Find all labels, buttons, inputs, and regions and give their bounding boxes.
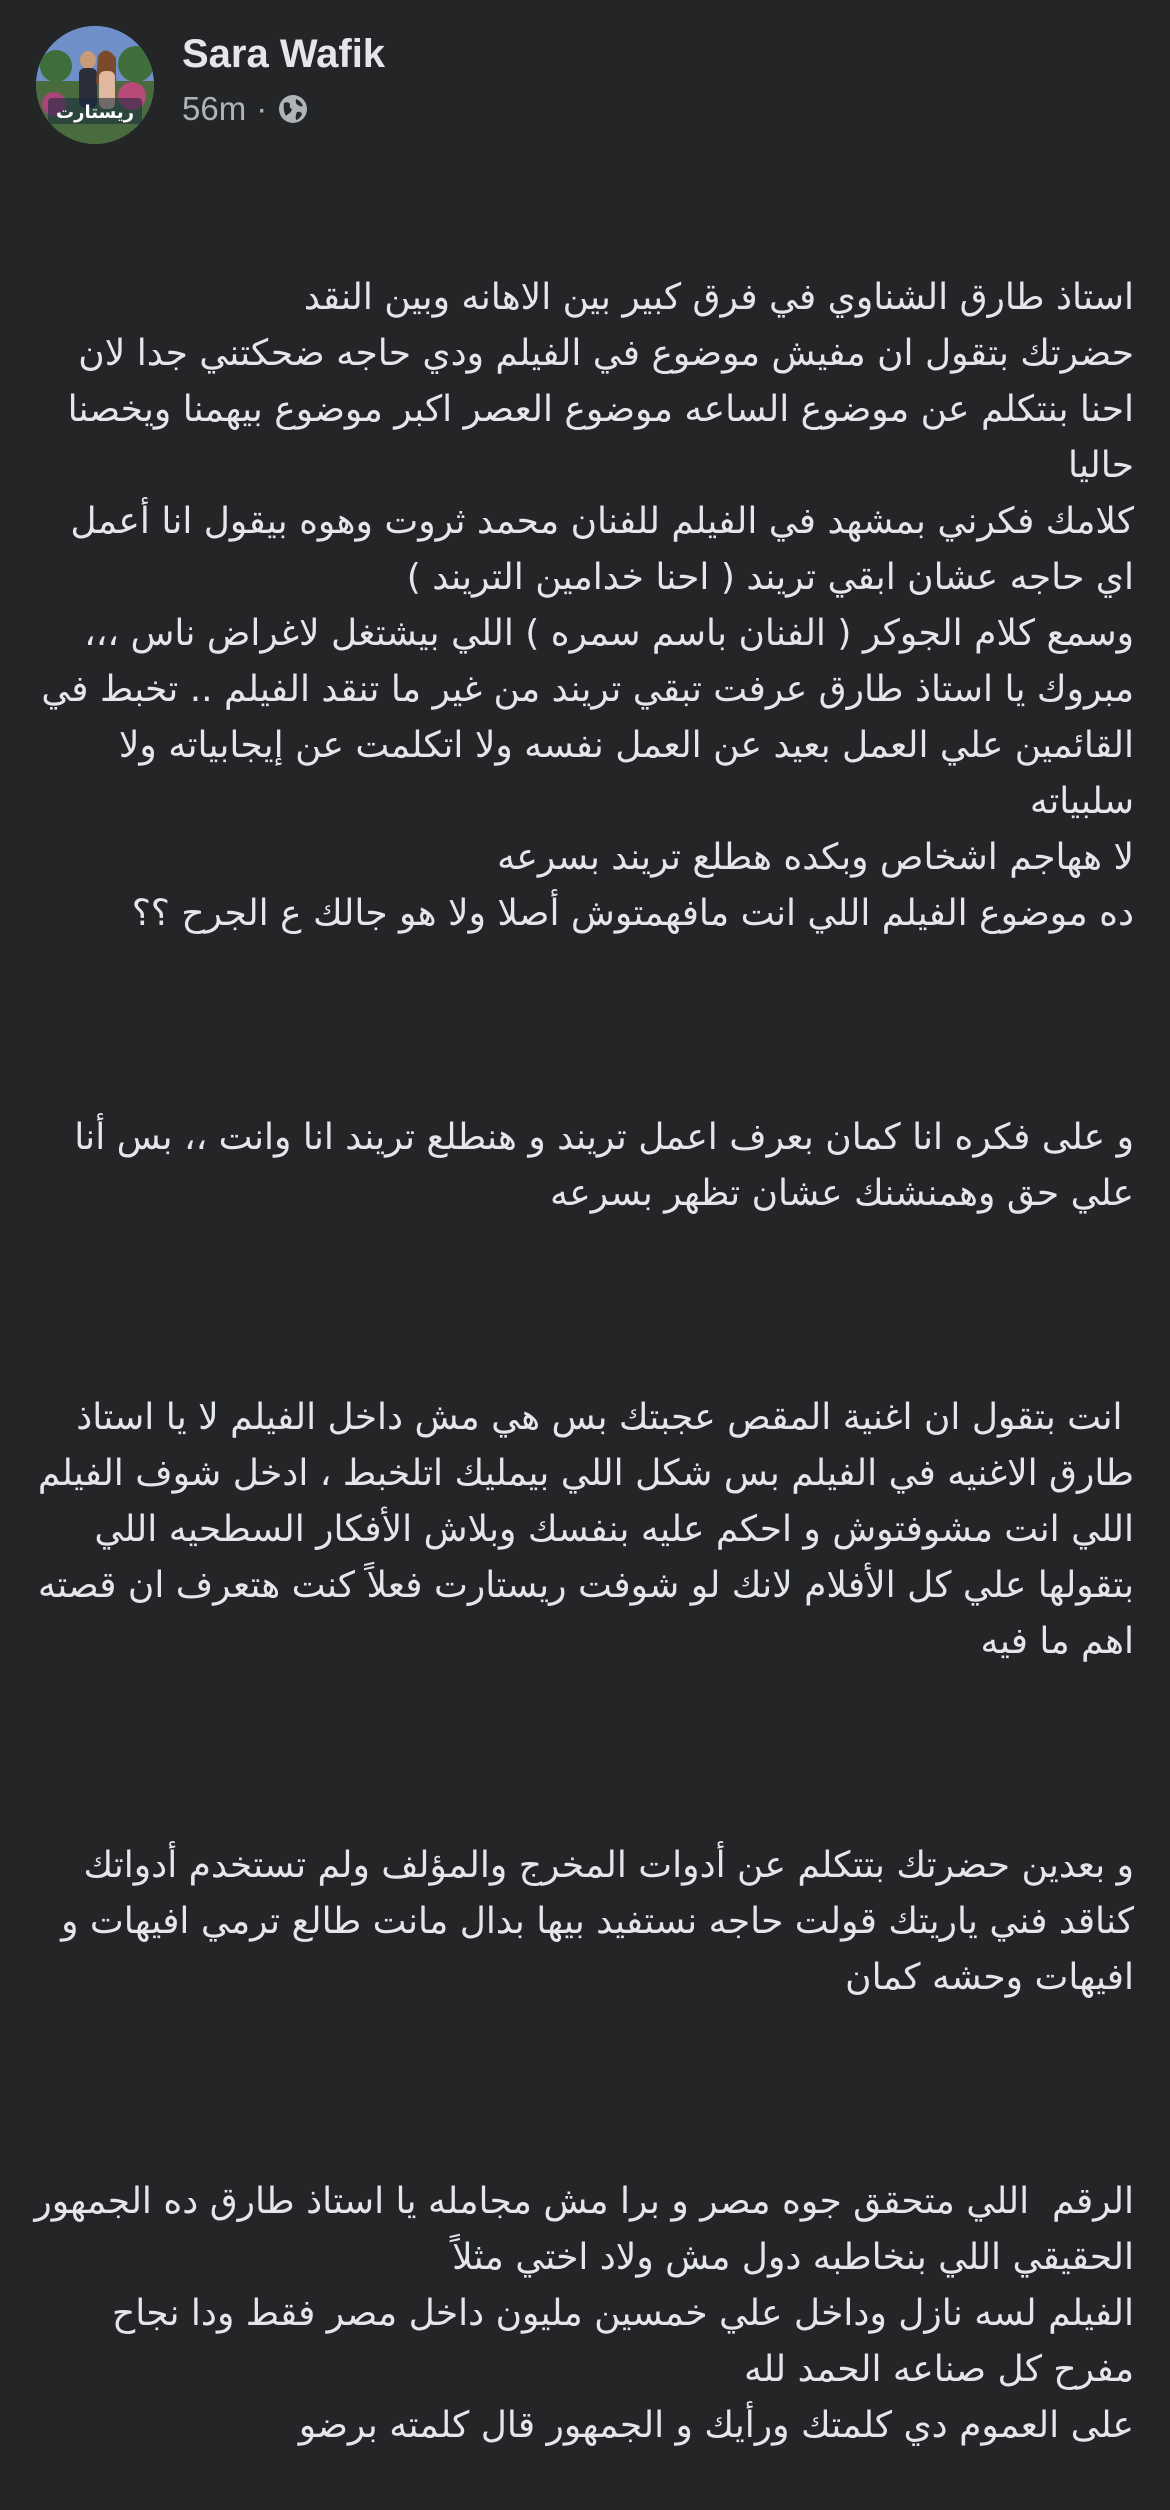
post-paragraph-2: و على فكره انا كمان بعرف اعمل تريند و هنطلع تريند انا وانت ،، بس أنا علي حق وهمنشنك عشان تظهر بسرعه [62,1117,1134,1214]
post-paragraph-3: انت بتقول ان اغنية المقص عجبتك بس هي مش داخل الفيلم لا يا استاذ طارق الاغنيه في الفيلم بس شكل اللي بيمليك اتلخبط ، ادخل شوف الفيلم اللي انت مشوفتوش و احكم عليه بنفسك وبلاش الأفكار السطحيه اللي بتقولها علي كل الأفلام لانك لو شوفت ريستارت فعلاً كنت هتعرف ان قصته اهم ما فيه [26,1397,1134,1662]
avatar-image [36,26,154,144]
post-paragraph-5: الرقم اللي متحقق جوه مصر و برا مش مجامله يا استاذ طارق ده الجمهور الحقيقي اللي بنخاطبه دول مش ولاد اختي مثلاً الفيلم لسه نازل وداخل علي خمسين مليون داخل مصر فقط ودا نجاح مفرح كل صناعه الحمد لله على العموم دي كلمتك ورأيك و الجمهور قال كلمته برضو [34,2181,1134,2446]
post-header [36,26,1136,146]
post-body [26,158,1134,2510]
globe-icon[interactable] [277,93,309,125]
avatar[interactable] [36,26,154,144]
post-meta [182,90,309,128]
avatar-text: ريستارت [56,102,134,123]
separator-dot: · [256,90,268,127]
post-paragraph-4: و بعدين حضرتك بتتكلم عن أدوات المخرج والمؤلف ولم تستخدم أدواتك كناقد فني ياريتك قولت حاجه نستفيد بيها بدال مانت طالع ترمي افيهات و افيهات وحشه كمان [49,1845,1134,1998]
author-name[interactable]: Sara Wafik [182,32,386,76]
post-paragraph-1: استاذ طارق الشناوي في فرق كبير بين الاهانه وبين النقد حضرتك بتقول ان مفيش موضوع في الفيلم ودي حاجه ضحكتني جدا لان احنا بنتكلم عن موضوع الساعه موضوع العصر اكبر موضوع بيهمنا ويخصنا حاليا كلامك فكرني بمشهد في الفيلم للفنان محمد ثروت وهوه بيقول انا أعمل اي حاجه عشان ابقي تريند ( احنا خدامين التريند ) وسمع كلام الجوكر ( الفنان باسم سمره ) اللي بيشتغل لاغراض ناس ،،، مبروك يا استاذ طارق عرفت تبقي تريند من غير ما تنقد الفيلم .. تخبط في القائمين علي العمل بعيد عن العمل نفسه ولا اتكلمت عن إيجابياته ولا سلبياته لا ههاجم اشخاص وبكده هطلع تريند بسرعه ده موضوع الفيلم اللي انت مافهمتوش أصلا ولا هو جالك ع الجرح ؟؟ [41,277,1134,934]
post-time[interactable]: 56m [182,90,247,127]
